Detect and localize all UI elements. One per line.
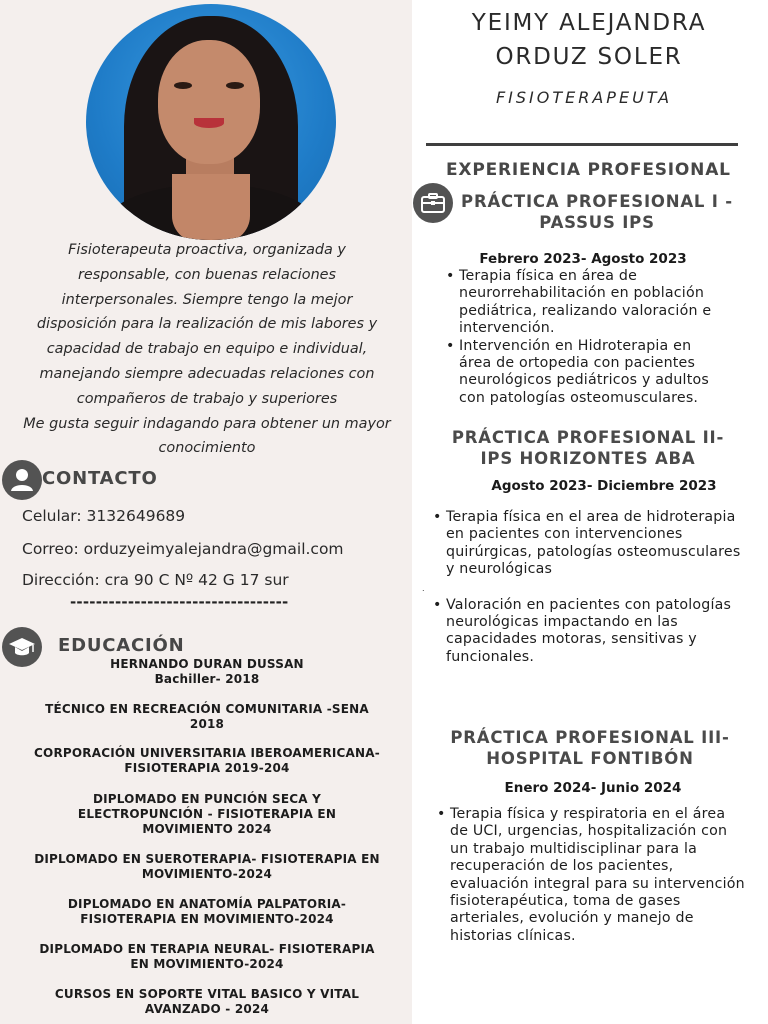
education-item bbox=[16, 897, 398, 927]
contact-phone: Celular: 3132649689 bbox=[22, 507, 186, 525]
summary-line: Me gusta seguir indagando para obtener un mayor bbox=[23, 415, 391, 432]
education-line: Bachiller- 2018 bbox=[154, 672, 260, 687]
contact-address: Dirección: cra 90 C Nº 42 G 17 sur bbox=[22, 571, 289, 589]
education-item bbox=[16, 746, 398, 776]
bullet-line: historias clínicas. bbox=[450, 927, 576, 944]
education-line: TÉCNICO EN RECREACIÓN COMUNITARIA -SENA bbox=[45, 702, 369, 716]
bullet-line: • Valoración en pacientes con patologías bbox=[446, 596, 732, 613]
job-bullets bbox=[459, 268, 759, 407]
education-line: AVANZADO - 2024 bbox=[144, 1002, 270, 1017]
bullet-line: capacidades motoras, sensitivas y bbox=[446, 631, 697, 648]
education-line: DIPLOMADO EN PUNCIÓN SECA Y bbox=[92, 792, 322, 806]
education-line: CURSOS EN SOPORTE VITAL BASICO Y VITAL bbox=[54, 987, 360, 1001]
job-dates: Febrero 2023- Agosto 2023 bbox=[479, 251, 687, 267]
contact-title: CONTACTO bbox=[42, 468, 158, 489]
education-item bbox=[16, 852, 398, 882]
job-title bbox=[438, 427, 738, 469]
briefcase-icon bbox=[413, 183, 453, 223]
profile-photo bbox=[86, 4, 336, 240]
bullet-line: un trabajo multidisciplinar para la bbox=[450, 840, 698, 857]
bullet-item bbox=[446, 597, 764, 667]
summary-line: capacidad de trabajo en equipo e individual, bbox=[46, 341, 368, 358]
bullet-line: • Terapia física y respiratoria en el área bbox=[450, 806, 726, 822]
bullet-line: recuperación de los pacientes, bbox=[450, 858, 674, 875]
bullet-item bbox=[459, 268, 759, 338]
job-title-line: HOSPITAL FONTIBÓN bbox=[486, 749, 694, 768]
bullet-line: en pacientes con intervenciones bbox=[446, 526, 683, 543]
bullet-line: quirúrgicas, patologías osteomusculares bbox=[446, 543, 741, 560]
name-line-2: ORDUZ SOLER bbox=[495, 44, 683, 70]
education-line: HERNANDO DURAN DUSSAN bbox=[110, 657, 304, 671]
profile-summary bbox=[14, 238, 400, 461]
job-title-line: PRÁCTICA PROFESIONAL III- bbox=[450, 728, 730, 747]
summary-line: interpersonales. Siempre tengo la mejor bbox=[61, 291, 353, 308]
education-line: MOVIMIENTO 2024 bbox=[142, 822, 272, 837]
contact-email: Correo: orduzyeimyalejandra@gmail.com bbox=[22, 540, 344, 558]
education-line: DIPLOMADO EN SUEROTERAPIA- FISIOTERAPIA EN bbox=[34, 852, 380, 866]
education-line: CORPORACIÓN UNIVERSITARIA IBEROAMERICANA- bbox=[34, 746, 380, 760]
education-item bbox=[16, 987, 398, 1017]
summary-line: conocimiento bbox=[158, 440, 256, 457]
bullet-line: evaluación integral para su intervención bbox=[450, 875, 745, 892]
bullet-item bbox=[459, 338, 759, 408]
job-title bbox=[452, 191, 742, 233]
bullet-line: con patologías osteomusculares. bbox=[459, 389, 699, 406]
job-title-line: IPS HORIZONTES ABA bbox=[480, 449, 696, 468]
bullet-line: funcionales. bbox=[446, 648, 535, 665]
job-title-line: PRÁCTICA PROFESIONAL II- bbox=[451, 428, 725, 447]
summary-line: responsable, con buenas relaciones bbox=[77, 266, 337, 283]
divider bbox=[426, 143, 738, 146]
bullet-line: • Terapia física en área de bbox=[459, 268, 638, 284]
bullet-line: arteriales, evolución y manejo de bbox=[450, 910, 694, 927]
bullet-line: neurorrehabilitación en población bbox=[459, 285, 705, 302]
job-bullets bbox=[450, 806, 764, 945]
summary-line: Fisioterapeuta proactiva, organizada y bbox=[68, 242, 346, 258]
education-line: FISIOTERAPIA 2019-204 bbox=[124, 761, 290, 776]
job-bullets bbox=[446, 509, 764, 666]
bullet-line: de UCI, urgencias, hospitalización con bbox=[450, 823, 728, 840]
education-line: ELECTROPUNCIÓN - FISIOTERAPIA EN bbox=[77, 807, 337, 822]
summary-line: disposición para la realización de mis labores y bbox=[36, 316, 378, 333]
job-role: FISIOTERAPEUTA bbox=[495, 88, 673, 107]
bullet-line: área de ortopedia con pacientes bbox=[459, 355, 696, 372]
education-line: DIPLOMADO EN TERAPIA NEURAL- FISIOTERAPIA bbox=[39, 942, 375, 956]
education-item bbox=[16, 942, 398, 972]
bullet-line: intervención. bbox=[459, 320, 555, 337]
bullet-item bbox=[450, 806, 764, 945]
bullet-line: neurológicos pediátricos y adultos bbox=[459, 372, 709, 389]
job-title-line: PRÁCTICA PROFESIONAL I - bbox=[461, 192, 733, 211]
bullet-item bbox=[446, 509, 764, 579]
education-line: 2018 bbox=[189, 717, 225, 732]
stray-mark: . bbox=[422, 584, 425, 593]
bullet-line: pediátrica, realizando valoración e bbox=[459, 302, 712, 319]
bullet-line: neurológicas impactando en las bbox=[446, 614, 678, 631]
summary-line: compañeros de trabajo y superiores bbox=[76, 390, 338, 407]
education-line: MOVIMIENTO-2024 bbox=[141, 867, 273, 882]
education-item bbox=[16, 702, 398, 732]
job-title-line: PASSUS IPS bbox=[539, 213, 655, 232]
summary-line: manejando siempre adecuadas relaciones con bbox=[39, 365, 375, 382]
name-line-1: YEIMY ALEJANDRA bbox=[471, 10, 707, 36]
education-title: EDUCACIÓN bbox=[58, 635, 185, 656]
job-dates: Agosto 2023- Diciembre 2023 bbox=[491, 478, 717, 494]
bullet-line: y neurológicas bbox=[446, 561, 553, 578]
education-line: EN MOVIMIENTO-2024 bbox=[130, 957, 284, 972]
separator: ---------------------------------- bbox=[70, 593, 289, 611]
education-line: DIPLOMADO EN ANATOMÍA PALPATORIA- bbox=[67, 897, 347, 911]
job-title bbox=[440, 727, 740, 769]
bullet-line: fisioterapéutica, toma de gases bbox=[450, 893, 681, 910]
experience-title: EXPERIENCIA PROFESIONAL bbox=[446, 160, 731, 180]
bullet-line: • Terapia física en el area de hidroterapia bbox=[446, 509, 736, 525]
bullet-line: • Intervención en Hidroterapia en bbox=[459, 337, 692, 354]
job-dates: Enero 2024- Junio 2024 bbox=[504, 780, 682, 796]
education-line: FISIOTERAPIA EN MOVIMIENTO-2024 bbox=[80, 912, 334, 927]
person-icon bbox=[2, 460, 42, 500]
education-item bbox=[16, 792, 398, 838]
education-item bbox=[16, 657, 398, 687]
